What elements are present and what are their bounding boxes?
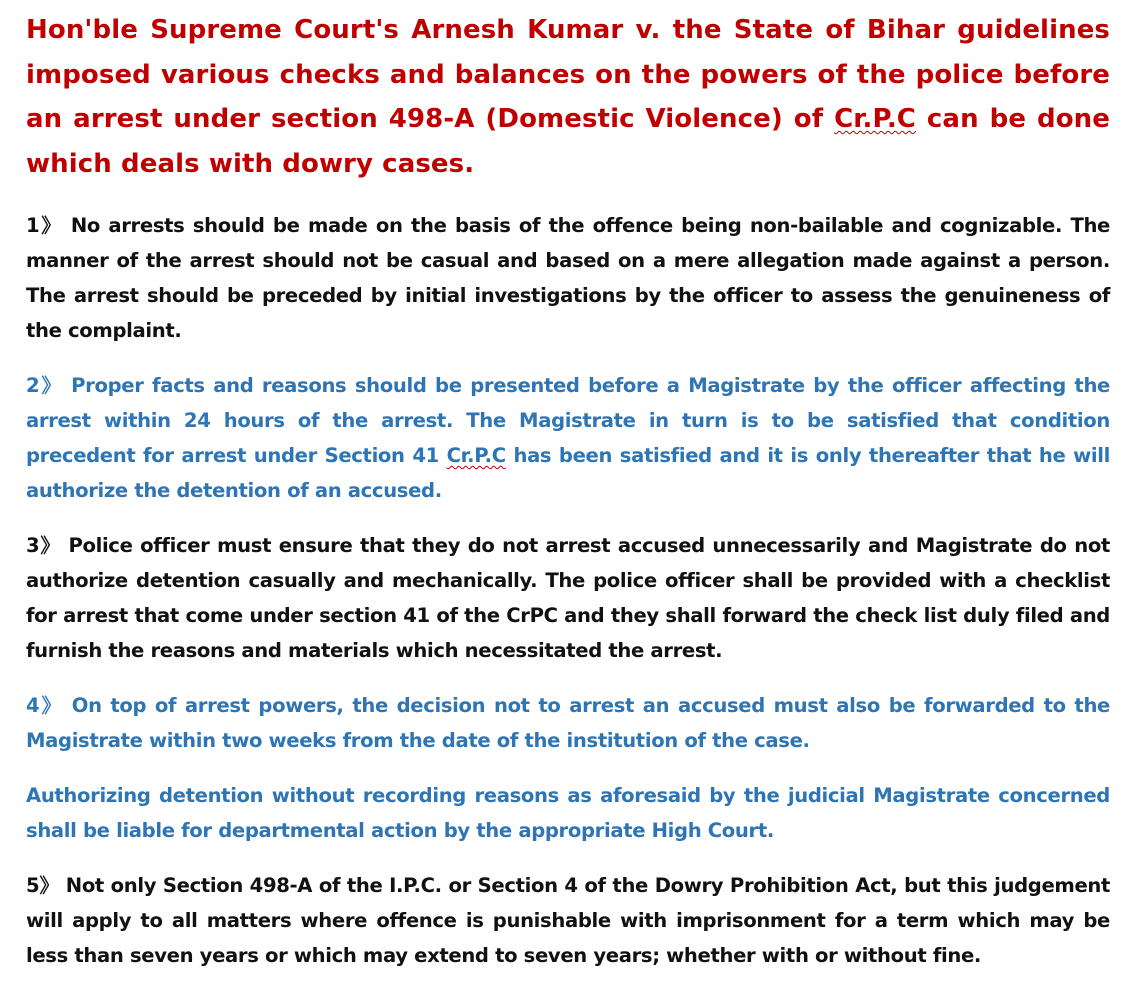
point-text: On top of arrest powers, the decision not to arrest an accused must also be forwarded to the Magistrate within two weeks from the date of the institution of the case. [26, 694, 1110, 752]
guideline-point-3 [26, 528, 1110, 668]
guideline-point-2 [26, 368, 1110, 508]
heading-crpc-term: Cr.P.C [834, 104, 916, 134]
guideline-note-authorizing-detention [26, 778, 1110, 848]
heading-text-end: can be done which deals with dowry cases. [26, 104, 1111, 179]
point-text-start: Proper facts and reasons should be presented before a Magistrate by the officer affecting the arrest within 24 hours of the arrest. The Magistrate in turn is to be satisfied that condition precedent for arrest under Section 41 [26, 374, 1110, 467]
point-number: 2》 [26, 374, 63, 397]
guideline-point-5 [26, 868, 1110, 973]
note-text: Authorizing detention without recording reasons as aforesaid by the judicial Magistrate concerned shall be liable for departmental action by the appropriate High Court. [26, 784, 1110, 842]
point-number: 1》 [26, 214, 63, 237]
point-text: Police officer must ensure that they do not arrest accused unnecessarily and Magistrate do not authorize detention casually and mechanically. The police officer shall be provided with a checklist for arrest that come under section 41 of the CrPC and they shall forward the check list duly filed and furnish the reasons and materials which necessitated the arrest. [26, 534, 1110, 662]
point-text: No arrests should be made on the basis of the offence being non-bailable and cognizable. The manner of the arrest should not be casual and based on a mere allegation made against a person. The arrest should be preceded by initial investigations by the officer to assess the genuineness of the complaint. [26, 214, 1110, 342]
heading-text-start: Hon'ble Supreme Court's Arnesh Kumar v. the State of Bihar guidelines imposed various checks and balances on the powers of the police before an arrest under section 498-A (Domestic Violence) of [26, 15, 1110, 134]
point-text-end: has been satisfied and it is only thereafter that he will authorize the detention of an accused. [26, 444, 1110, 502]
document-heading [26, 8, 1110, 186]
point-number: 5》 [26, 874, 60, 897]
point-crpc-term: Cr.P.C [446, 444, 506, 467]
guideline-point-4 [26, 688, 1110, 758]
point-text: Not only Section 498-A of the I.P.C. or Section 4 of the Dowry Prohibition Act, but this judgement will apply to all matters where offence is punishable with imprisonment for a term which may be less than seven years or which may extend to seven years; whether with or without fine. [26, 874, 1111, 967]
point-number: 4》 [26, 694, 64, 717]
guideline-point-1 [26, 208, 1110, 348]
point-number: 3》 [26, 534, 61, 557]
